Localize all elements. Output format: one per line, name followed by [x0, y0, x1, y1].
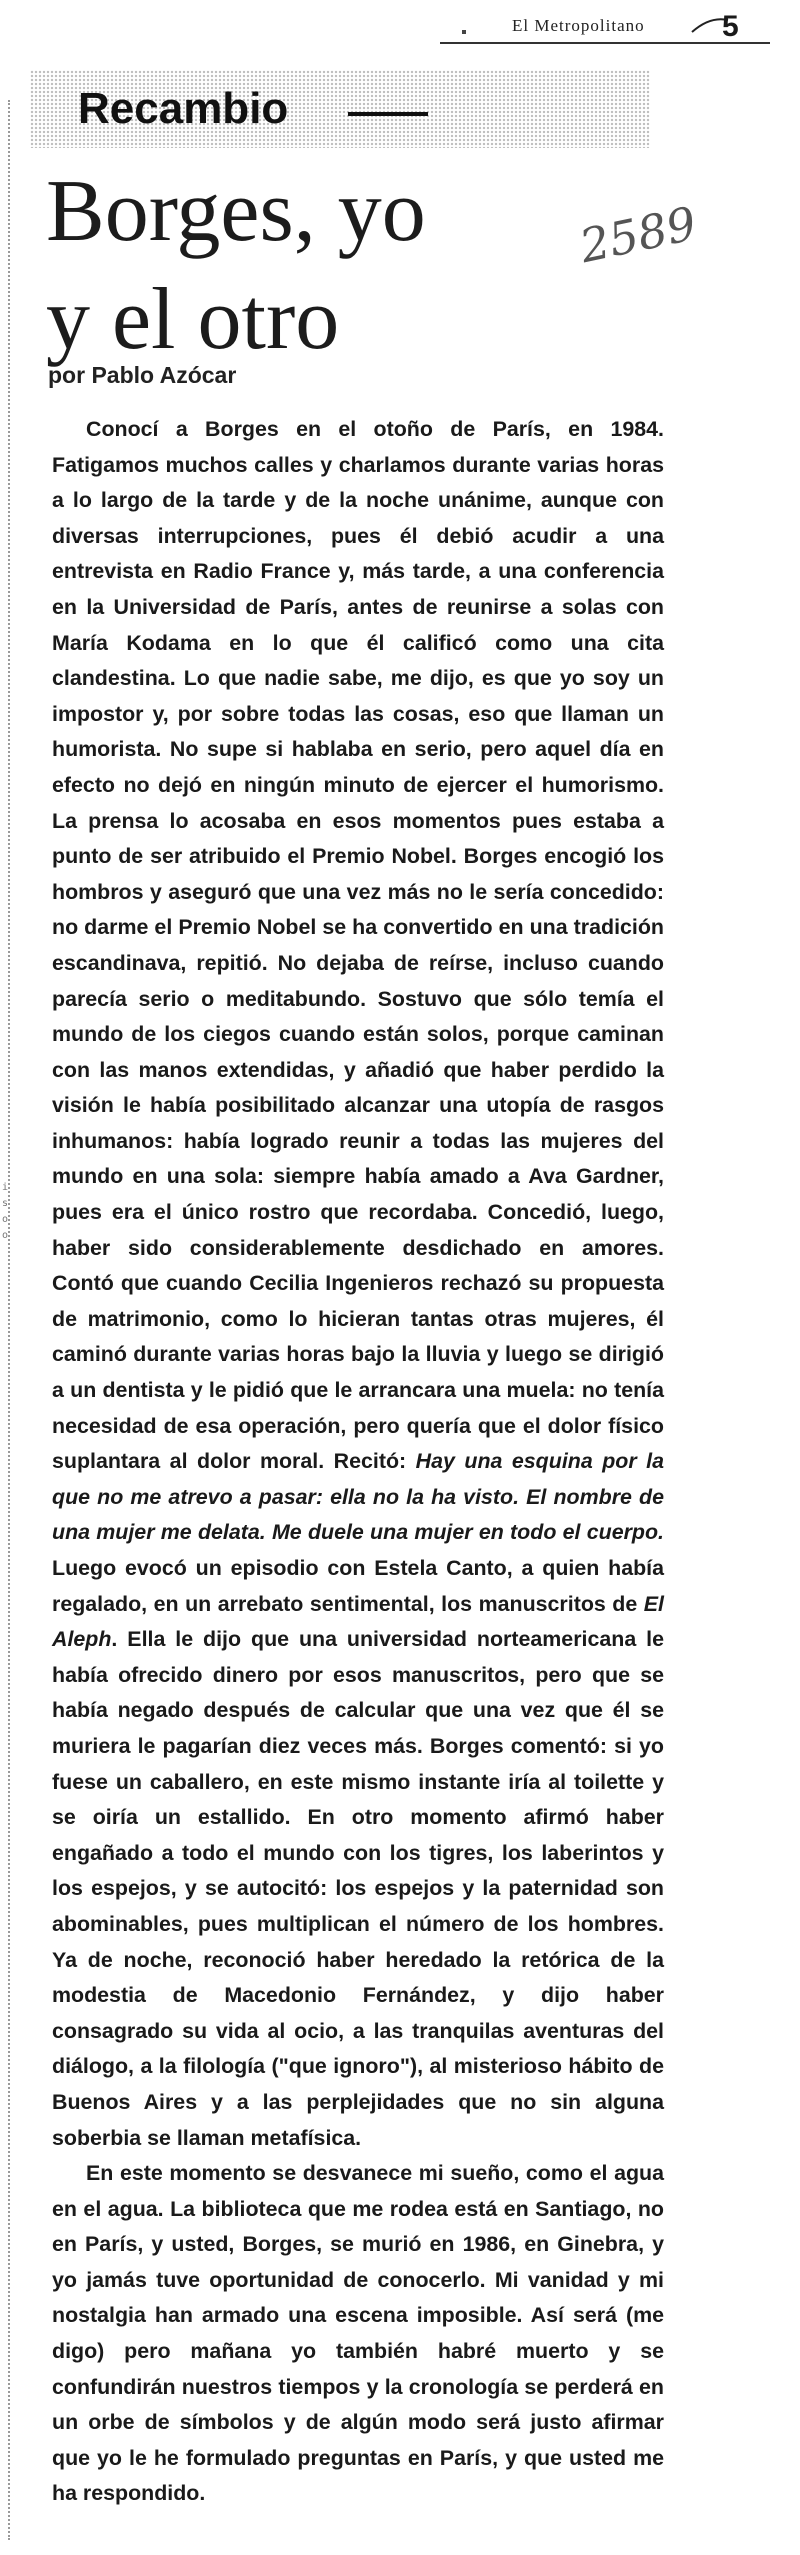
book-title: El Aleph — [52, 1591, 664, 1652]
section-name: Recambio — [78, 84, 289, 133]
margin-mark: s — [2, 1198, 9, 1209]
article-body — [52, 412, 664, 2512]
paragraph-1-part-2: Luego evocó un episodio con Estela Canto, a quien había regalado, en un arrebato sentimental, los manuscritos de — [52, 1556, 664, 1616]
title-line-1: Borges, yo — [46, 163, 426, 260]
title-line-2: y el otro — [46, 271, 340, 368]
quoted-verse: Hay una esquina por la que no me atrevo a pasar: ella no la ha visto. El nombre de una mujer me delata. Me duele una mujer en todo el cuerpo. — [52, 1449, 665, 1545]
clipping-edge — [8, 100, 10, 2540]
publication-name: El Metropolitano — [512, 16, 645, 35]
article-title — [46, 158, 606, 374]
section-band — [30, 70, 650, 148]
page-number: 5 — [722, 10, 739, 43]
paragraph-1 — [52, 412, 664, 2156]
page-header — [440, 8, 765, 52]
handwritten-note — [570, 178, 730, 274]
margin-mark: i — [2, 1182, 9, 1193]
paragraph-1-part-1: Conocí a Borges en el otoño de París, en 1984. Fatigamos muchos calles y charlamos durante varias horas a lo largo de la tarde y de la noche unánime, aunque con diversas interrupciones, pues él debió acudir a una entrevista en Radio France y, más tarde, a una conferencia en la Universidad de París, antes de reunirse a solas con María Kodama en lo que él calificó como una cita clandestina. Lo que nadie sabe, me dijo, es que yo soy un impostor y, por sobre todas las cosas, eso que llaman un humorista. No supe si hablaba en serio, pero aquel día en efecto no dejó en ningún minuto de ejercer el humorismo. La prensa lo acosaba en esos momentos pues estaba a punto de ser atribuido el Premio Nobel. Borges encogió los hombros y aseguró que una vez más no le sería concedido: no darme el Premio Nobel se ha convertido en una tradición escandinava, repitió. No dejaba de reírse, incluso cuando parecía serio o meditabundo. Sostuvo que sólo temía el mundo de los ciegos cuando están solos, porque caminan con las manos extendidas, y añadió que haber perdido la visión le había posibilitado alcanzar una utopía de rasgos inhumanos: había logrado reunir a todas las mujeres del mundo en una sola: siempre había amado a Ava Gardner, pues era el único rostro que recordaba. Concedió, luego, haber sido considerablemente desdichado en amores. Contó que cuando Cecilia Ingenieros rechazó su propuesta de matrimonio, como lo hicieran tantas otras mujeres, él caminó durante varias horas bajo la lluvia y luego se dirigió a un dentista y le pidió que le arrancara una muela: no tenía necesidad de esa operación, pero quería que el dolor físico suplantara al dolor moral. Recitó: — [52, 417, 664, 1474]
header-dot — [462, 30, 466, 34]
section-dash — [348, 112, 428, 116]
margin-mark: o — [2, 1214, 9, 1225]
margin-mark: o — [2, 1230, 9, 1241]
paragraph-2: En este momento se desvanece mi sueño, como el agua en el agua. La biblioteca que me rodea está en Santiago, no en París, y usted, Borges, se murió en 1986, en Ginebra, y yo jamás tuve oportunidad de conocerlo. Mi vanidad y mi nostalgia han armado una escena imposible. Así será (me digo) pero mañana yo también habré muerto y se confundirán nuestros tiempos y la cronología se perderá en un orbe de símbolos y de algún modo será justo afirmar que yo le he formulado preguntas en París, y que usted me ha respondido. — [52, 2161, 664, 2506]
margin-marks — [2, 1180, 12, 1244]
header-rule — [440, 42, 770, 44]
handwritten-number: 2589 — [575, 196, 701, 274]
byline: por Pablo Azócar — [48, 362, 237, 388]
paragraph-1-part-3: . Ella le dijo que una universidad norteamericana le había ofrecido dinero por esos manuscritos, pero que se había negado después de calcular que una vez que él se muriera le pagarían diez veces más. Borges comentó: si yo fuese un caballero, en este mismo instante iría al toilette y se oiría un estallido. En otro momento afirmó haber engañado a todo el mundo con los tigres, los laberintos y los espejos, y se autocitó: los espejos y la paternidad son abominables, pues multiplican el número de los hombres. Ya de noche, reconoció haber heredado la retórica de la modestia de Macedonio Fernández, y dijo haber consagrado su vida al ocio, a las tranquilas aventuras del diálogo, a la filología ("que ignoro"), al misterioso hábito de Buenos Aires y a las perplejidades que no sin alguna soberbia se llaman metafísica. — [52, 1627, 664, 2150]
